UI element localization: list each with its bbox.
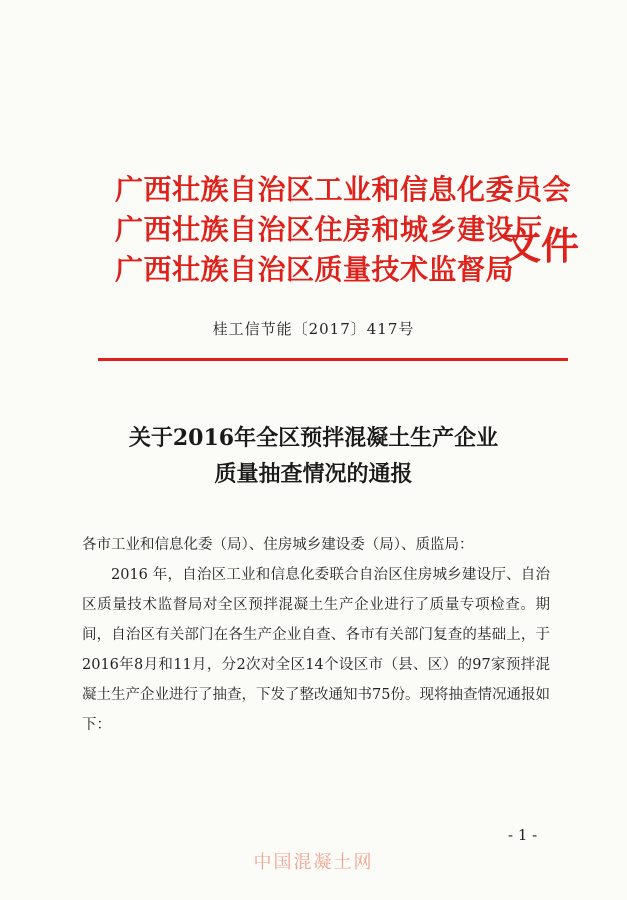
issuer-line-3: 广西壮族自治区质量技术监督局 [115,253,515,286]
issuer-line-2: 广西壮族自治区住房和城乡建设厅 [115,213,543,246]
issuer-line-1: 广西壮族自治区工业和信息化委员会 [115,173,572,206]
title-line-1: 关于2016年全区预拌混凝土生产企业 [128,425,499,451]
title-line-2: 质量抽查情况的通报 [214,461,413,487]
document-number: 桂工信节能〔2017〕417号 [212,320,415,338]
body-paragraph: 2016 年，自治区工业和信息化委联合自治区住房城乡建设厅、自治区质量技术监督局对全区预拌混凝土生产企业进行了质量专项检查。期间，自治区有关部门在各生产企业自查、各市有关部门复查的基础上，于2016年8月和11月，分2次对全区14个设区市（县、区）的97家预拌混凝土生产企业进行了抽查，下发了整改通知书75份。现将抽查情况通报如下： [82,567,550,733]
document-body [82,530,550,740]
footer-watermark: 中国混凝土网 [253,852,374,873]
document-title [0,420,627,492]
page-number: - 1 - [508,826,538,844]
addressee: 各市工业和信息化委（局）、住房城乡建设委（局）、质监局： [82,537,474,553]
doc-type-label: 文件 [503,224,580,268]
red-divider [98,358,568,361]
